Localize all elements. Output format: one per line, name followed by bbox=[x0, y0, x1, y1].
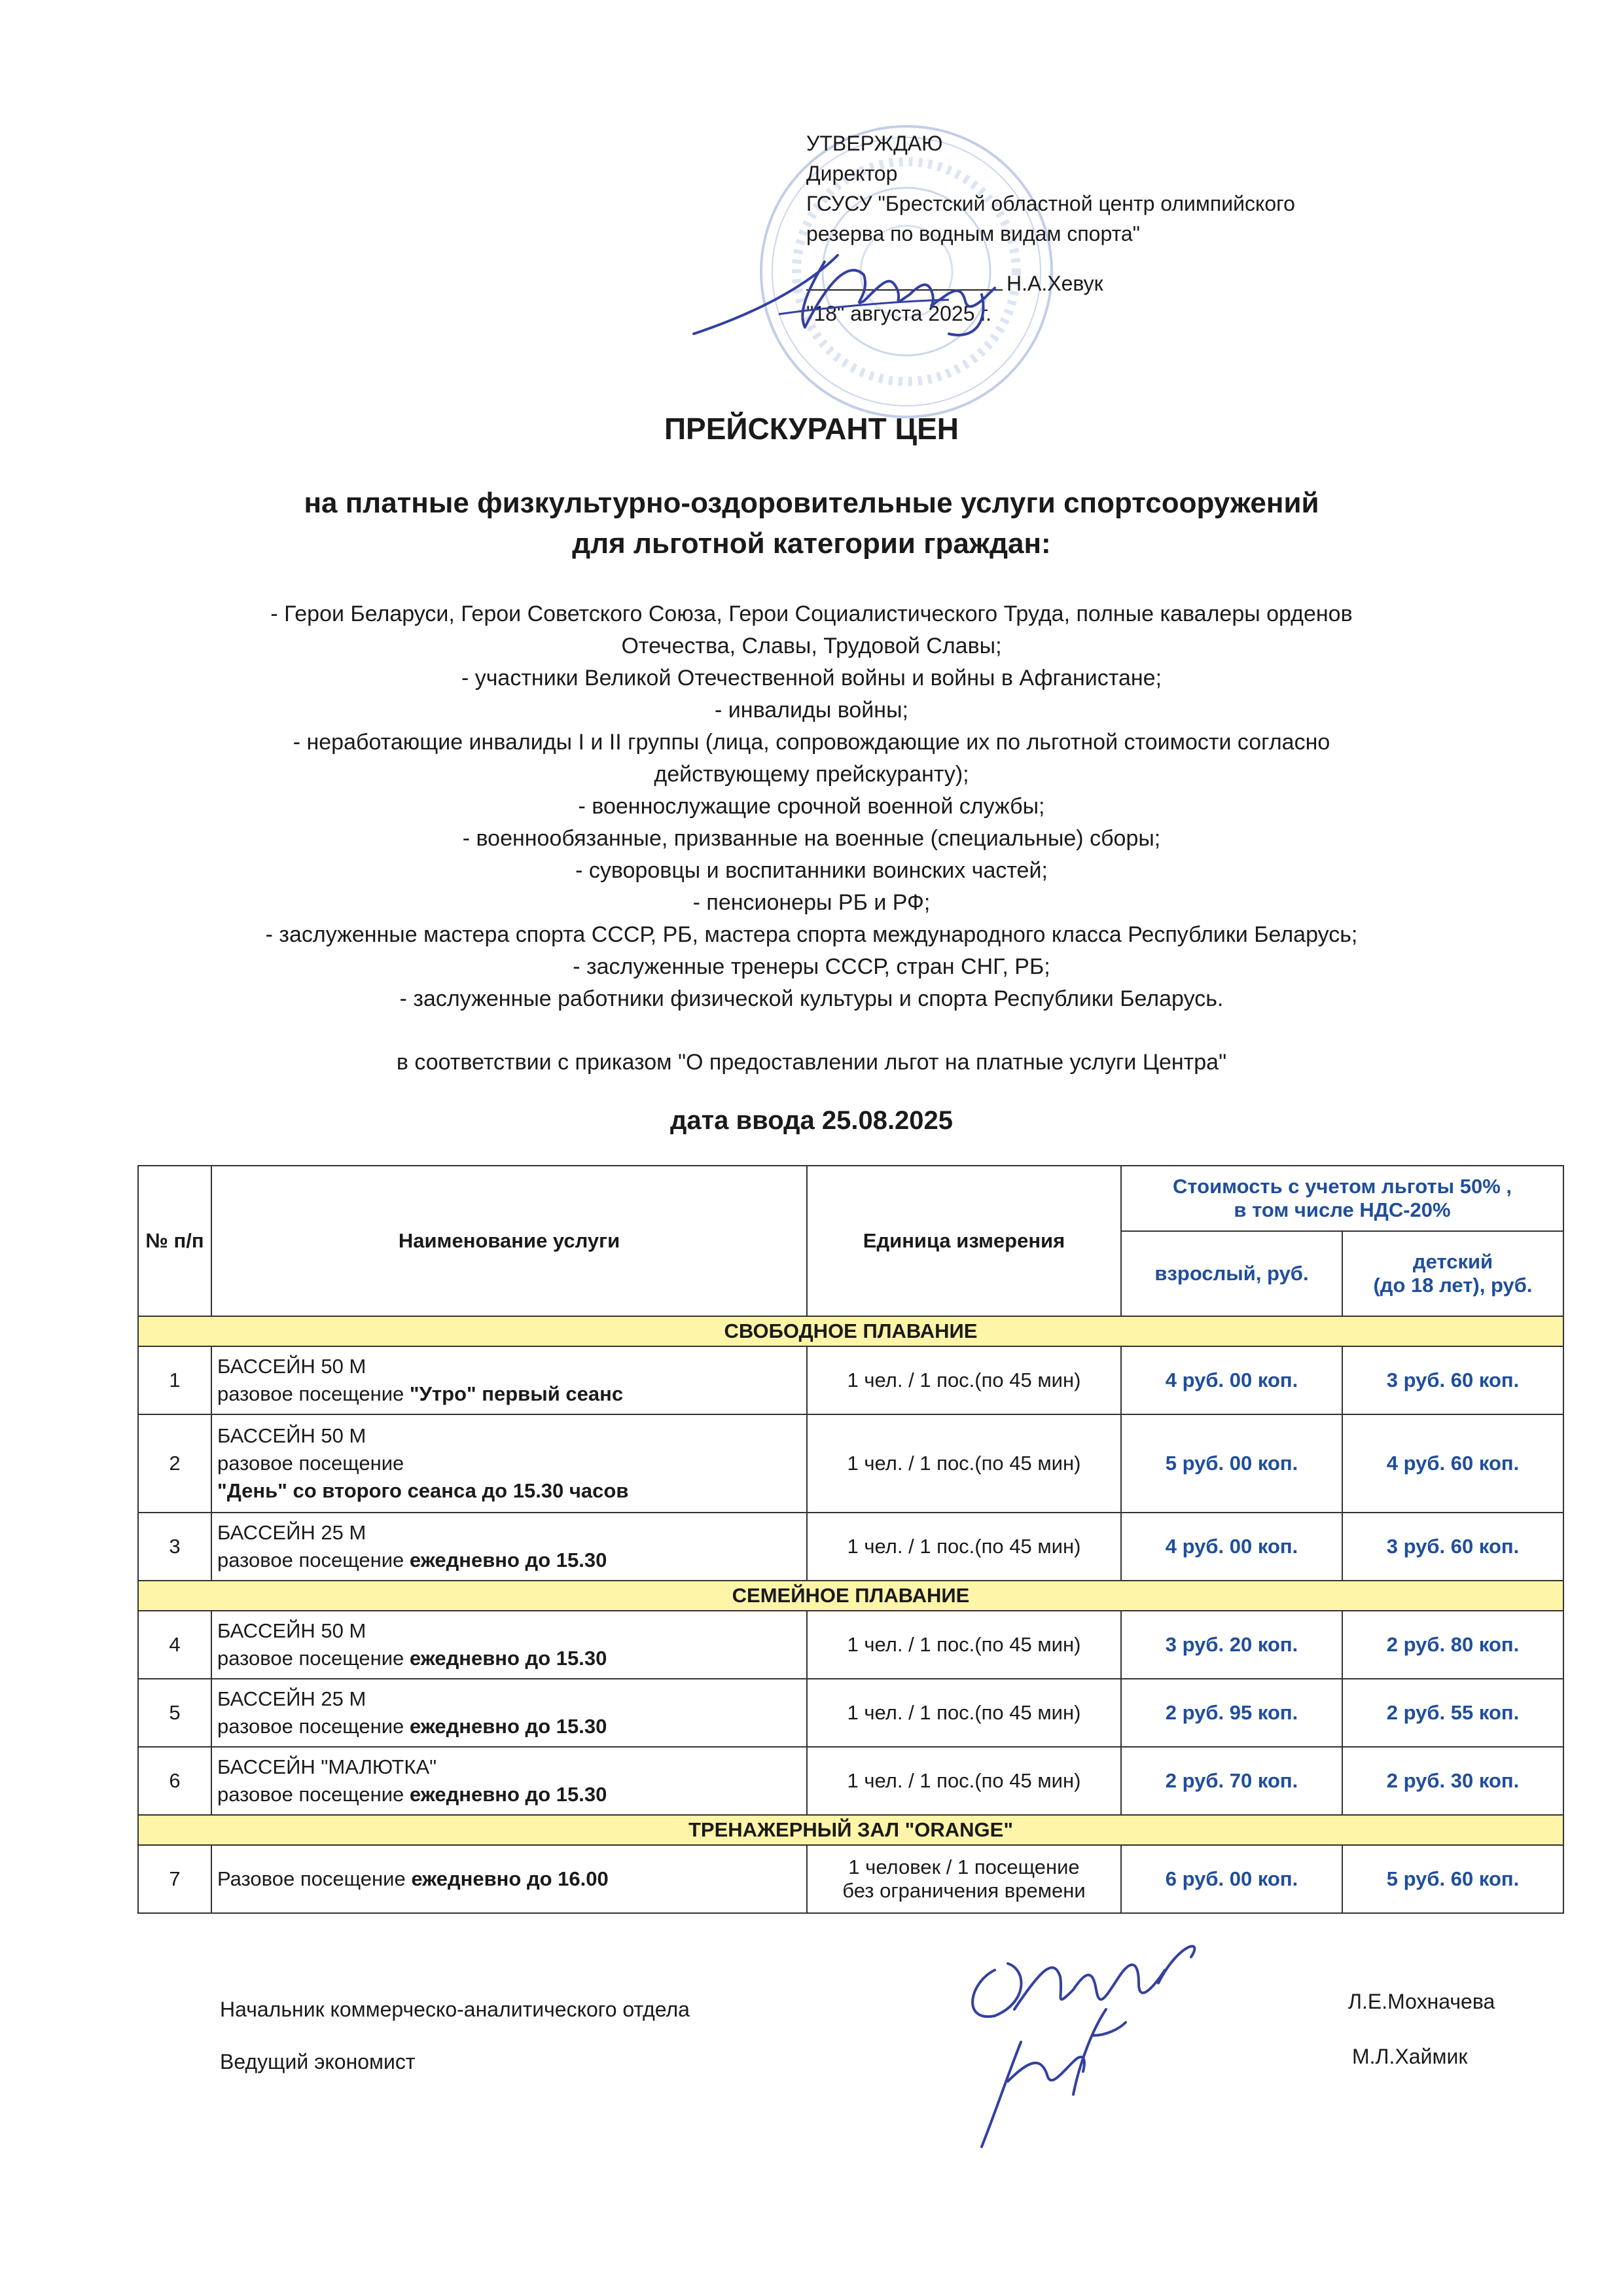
row-adult-price: 2 руб. 70 коп. bbox=[1121, 1747, 1342, 1815]
category-line: - военнослужащие срочной военной службы; bbox=[578, 794, 1045, 819]
approval-heading: УТВЕРЖДАЮ bbox=[806, 132, 943, 155]
approval-date: "18" августа 2025 г. bbox=[806, 302, 992, 325]
row-service bbox=[211, 1414, 807, 1513]
service-title: БАССЕЙН 50 М bbox=[217, 1619, 366, 1642]
subtitle-line1: на платные физкультурно-оздоровительные услуги спортсооружений bbox=[304, 487, 1319, 519]
category-line: Отечества, Славы, Трудовой Славы; bbox=[621, 634, 1002, 658]
service-detail-bold: ежедневно до 15.30 bbox=[409, 1783, 607, 1806]
header-cost-line1: Стоимость с учетом льготы 50% , bbox=[1172, 1175, 1512, 1198]
approval-organization-line2: резерва по водным видам спорта" bbox=[806, 222, 1141, 245]
row-child-price: 3 руб. 60 коп. bbox=[1342, 1513, 1563, 1581]
row-adult-price: 2 руб. 95 коп. bbox=[1121, 1679, 1342, 1747]
row-num: 5 bbox=[138, 1679, 211, 1747]
footer-name-2: М.Л.Хаймик bbox=[1352, 2045, 1468, 2068]
row-unit: 1 чел. / 1 пос.(по 45 мин) bbox=[807, 1679, 1121, 1747]
table-row bbox=[138, 1513, 1563, 1581]
row-num: 1 bbox=[138, 1346, 211, 1414]
footer-position-2: Ведущий экономист bbox=[220, 2050, 416, 2073]
row-adult-price: 5 руб. 00 коп. bbox=[1121, 1414, 1342, 1513]
service-detail-bold: "Утро" первый сеанс bbox=[409, 1382, 624, 1405]
service-title: БАССЕЙН 50 М bbox=[217, 1355, 366, 1378]
header-cost bbox=[1121, 1166, 1563, 1231]
price-table bbox=[137, 1165, 1564, 1914]
category-line: - Герои Беларуси, Герои Советского Союза, Герои Социалистического Труда, полные кавалеры орденов bbox=[270, 601, 1353, 626]
row-unit: 1 чел. / 1 пос.(по 45 мин) bbox=[807, 1747, 1121, 1815]
section-row bbox=[138, 1581, 1563, 1611]
service-detail-text: разовое посещение bbox=[217, 1382, 410, 1405]
category-line: - пенсионеры РБ и РФ; bbox=[692, 890, 931, 915]
header-child bbox=[1342, 1231, 1563, 1316]
row-child-price: 2 руб. 30 коп. bbox=[1342, 1747, 1563, 1815]
row-unit: 1 чел. / 1 пос.(по 45 мин) bbox=[807, 1414, 1121, 1513]
table-row bbox=[138, 1845, 1563, 1913]
row-unit: 1 чел. / 1 пос.(по 45 мин) bbox=[807, 1611, 1121, 1679]
row-adult-price: 3 руб. 20 коп. bbox=[1121, 1611, 1342, 1679]
service-detail-text: разовое посещение bbox=[217, 1715, 410, 1738]
section-free-swimming: СВОБОДНОЕ ПЛАВАНИЕ bbox=[138, 1316, 1563, 1346]
service-title: БАССЕЙН "МАЛЮТКА" bbox=[217, 1755, 437, 1778]
service-detail-bold: ежедневно до 15.30 bbox=[409, 1715, 607, 1738]
eligible-categories-list bbox=[0, 598, 1623, 1015]
header-num: № п/п bbox=[138, 1166, 211, 1316]
order-reference: в соответствии с приказом "О предоставлении льгот на платные услуги Центра" bbox=[396, 1050, 1227, 1075]
row-child-price: 3 руб. 60 коп. bbox=[1342, 1346, 1563, 1414]
row-service bbox=[211, 1845, 807, 1913]
table-row bbox=[138, 1414, 1563, 1513]
header-adult: взрослый, руб. bbox=[1121, 1231, 1342, 1316]
header-cost-line2: в том числе НДС-20% bbox=[1234, 1198, 1451, 1221]
service-title: БАССЕЙН 50 М bbox=[217, 1424, 366, 1447]
section-row bbox=[138, 1316, 1563, 1346]
row-child-price: 2 руб. 80 коп. bbox=[1342, 1611, 1563, 1679]
table-row bbox=[138, 1346, 1563, 1414]
row-num: 7 bbox=[138, 1845, 211, 1913]
row-service bbox=[211, 1747, 807, 1815]
row-unit: 1 чел. / 1 пос.(по 45 мин) bbox=[807, 1513, 1121, 1581]
row-child-price: 2 руб. 55 коп. bbox=[1342, 1679, 1563, 1747]
header-unit: Единица измерения bbox=[807, 1166, 1121, 1316]
row-unit: 1 чел. / 1 пос.(по 45 мин) bbox=[807, 1346, 1121, 1414]
row-num: 6 bbox=[138, 1747, 211, 1815]
section-gym-orange: ТРЕНАЖЕРНЫЙ ЗАЛ "ORANGE" bbox=[138, 1815, 1563, 1845]
table-header-row bbox=[138, 1166, 1563, 1231]
service-title: БАССЕЙН 25 М bbox=[217, 1687, 366, 1710]
category-line: действующему прейскуранту); bbox=[654, 762, 969, 787]
row-num: 3 bbox=[138, 1513, 211, 1581]
row-service bbox=[211, 1611, 807, 1679]
header-service-name: Наименование услуги bbox=[211, 1166, 807, 1316]
row-num: 2 bbox=[138, 1414, 211, 1513]
category-line: - заслуженные работники физической культуры и спорта Республики Беларусь. bbox=[399, 986, 1224, 1011]
approval-position: Директор bbox=[806, 162, 898, 185]
row-service bbox=[211, 1679, 807, 1747]
document-title: ПРЕЙСКУРАНТ ЦЕН bbox=[664, 412, 959, 446]
unit-line2: без ограничения времени bbox=[842, 1879, 1086, 1902]
footer-position-1: Начальник коммерческо-аналитического отдела bbox=[220, 1998, 690, 2021]
category-line: - заслуженные тренеры СССР, стран СНГ, РБ; bbox=[573, 954, 1050, 979]
row-child-price: 4 руб. 60 коп. bbox=[1342, 1414, 1563, 1513]
category-line: - военнообязанные, призванные на военные (специальные) сборы; bbox=[462, 826, 1161, 851]
row-child-price: 5 руб. 60 коп. bbox=[1342, 1845, 1563, 1913]
approval-organization-line1: ГСУСУ "Брестский областной центр олимпийского bbox=[806, 192, 1295, 215]
category-line: - заслуженные мастера спорта СССР, РБ, мастера спорта международного класса Республики Беларусь; bbox=[265, 922, 1358, 947]
service-title: БАССЕЙН 25 М bbox=[217, 1521, 366, 1544]
service-detail-text: разовое посещение bbox=[217, 1783, 410, 1806]
table-row bbox=[138, 1747, 1563, 1815]
footer-name-1: Л.Е.Мохначева bbox=[1348, 1990, 1495, 2013]
table-row bbox=[138, 1611, 1563, 1679]
category-line: - неработающие инвалиды I и II группы (лица, сопровождающие их по льготной стоимости согласно bbox=[293, 730, 1330, 755]
row-adult-price: 4 руб. 00 коп. bbox=[1121, 1513, 1342, 1581]
subtitle-line2: для льготной категории граждан: bbox=[572, 528, 1051, 560]
service-detail-text: разовое посещение bbox=[217, 1452, 404, 1475]
category-line: - участники Великой Отечественной войны и войны в Афганистане; bbox=[461, 666, 1162, 691]
section-family-swimming: СЕМЕЙНОЕ ПЛАВАНИЕ bbox=[138, 1581, 1563, 1611]
unit-line1: 1 человек / 1 посещение bbox=[848, 1856, 1080, 1878]
table-row bbox=[138, 1679, 1563, 1747]
service-detail-bold: ежедневно до 15.30 bbox=[409, 1647, 607, 1670]
service-detail-bold: ежедневно до 16.00 bbox=[411, 1867, 609, 1890]
service-detail-text: разовое посещение bbox=[217, 1647, 410, 1670]
header-child-line1: детский bbox=[1412, 1250, 1493, 1273]
row-num: 4 bbox=[138, 1611, 211, 1679]
effective-date: дата ввода 25.08.2025 bbox=[669, 1106, 954, 1135]
service-detail-text: Разовое посещение bbox=[217, 1867, 412, 1890]
section-row bbox=[138, 1815, 1563, 1845]
footer-signatures bbox=[942, 1931, 1217, 2153]
document-subtitle bbox=[0, 483, 1623, 564]
director-signature bbox=[674, 236, 1041, 347]
row-unit bbox=[807, 1845, 1121, 1913]
row-adult-price: 4 руб. 00 коп. bbox=[1121, 1346, 1342, 1414]
header-child-line2: (до 18 лет), руб. bbox=[1373, 1274, 1533, 1297]
row-service bbox=[211, 1346, 807, 1414]
service-detail-bold: ежедневно до 15.30 bbox=[409, 1549, 607, 1571]
row-service bbox=[211, 1513, 807, 1581]
category-line: - суворовцы и воспитанники воинских частей; bbox=[575, 858, 1048, 883]
row-adult-price: 6 руб. 00 коп. bbox=[1121, 1845, 1342, 1913]
service-detail-text: разовое посещение bbox=[217, 1549, 410, 1571]
approval-signer: Н.А.Хевук bbox=[1007, 272, 1103, 295]
service-detail-bold: "День" со второго сеанса до 15.30 часов bbox=[217, 1479, 629, 1502]
category-line: - инвалиды войны; bbox=[715, 698, 908, 723]
service-detail bbox=[217, 1380, 801, 1408]
